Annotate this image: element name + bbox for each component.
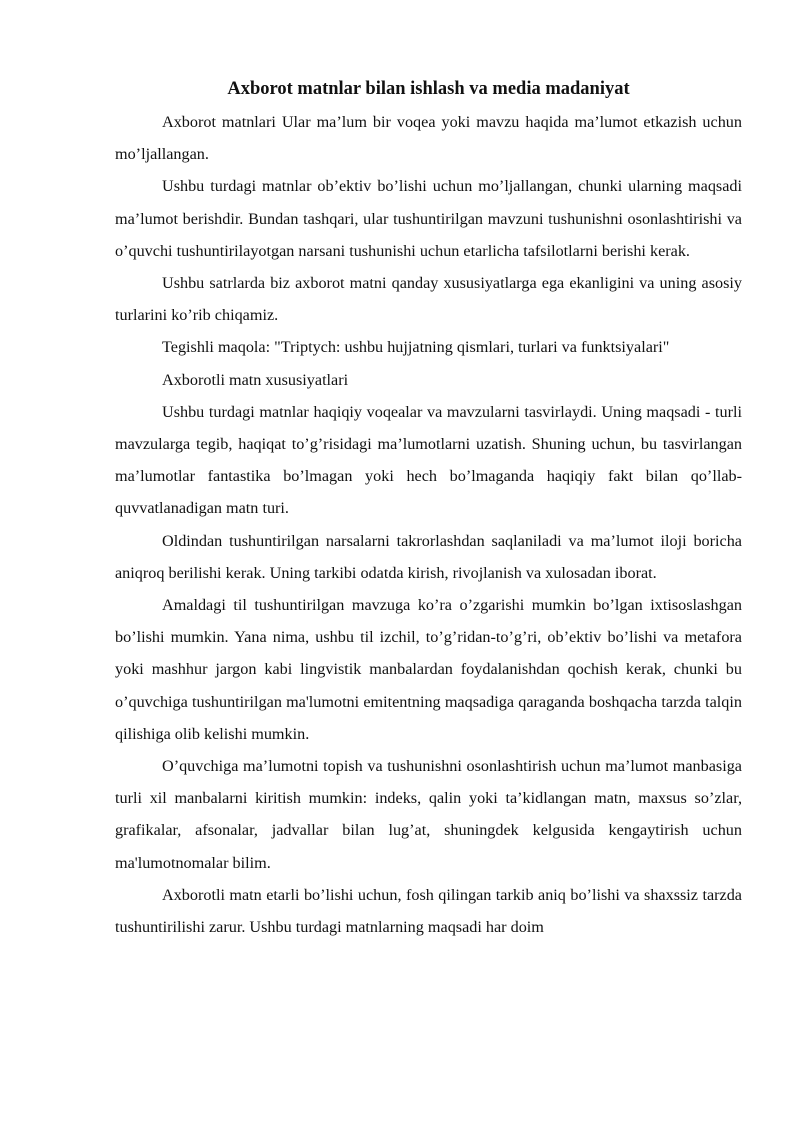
paragraph-objectivity: Ushbu turdagi matnlar ob’ektiv bo’lishi uchun mo’ljallangan, chunki ularning maqsadi ma’lumot berishdir. Bundan tashqari, ular tushuntirilgan mavzuni tushunishni osonlashtirishi va o’quvchi tushuntirilayotgan narsani tushunishi uchun etarlicha tafsilotlarni berishi kerak.: [115, 177, 742, 260]
paragraph-related-article: Tegishli maqola: "Triptych: ushbu hujjatning qismlari, turlari va funktsiyalari": [162, 338, 670, 357]
section-heading-features: Axborotli matn xususiyatlari: [162, 370, 349, 389]
paragraph-clarity: Axborotli matn etarli bo’lishi uchun, fosh qilingan tarkib aniq bo’lishi va shaxssiz tarzda tushuntirilishi zarur. Ushbu turdagi matnlarning maqsadi har doim: [115, 885, 742, 937]
page-title: Axborot matnlar bilan ishlash va media madaniyat: [227, 79, 630, 99]
paragraph-structure: Oldindan tushuntirilgan narsalarni takrorlashdan saqlaniladi va ma’lumot iloji boricha aniqroq berilishi kerak. Uning tarkibi odatda kirish, rivojlanish va xulosadan iborat.: [115, 531, 742, 582]
paragraph-intro: Axborot matnlari Ular ma’lum bir voqea yoki mavzu haqida ma’lumot etkazish uchun mo’ljallangan.: [115, 113, 742, 164]
paragraph-real-events: Ushbu turdagi matnlar haqiqiy voqealar va mavzularni tasvirlaydi. Uning maqsadi - turli mavzularga tegib, haqiqat to’g’risidagi ma’lumotlarni uzatish. Shuning uchun, bu tasvirlangan ma’lumotlar fantastika bo’lmagan yoki hech bo’lmaganda haqiqiy fakt bilan qo’llab-quvvatlanadigan matn turi.: [115, 402, 742, 518]
paragraph-language: Amaldagi til tushuntirilgan mavzuga ko’ra o’zgarishi mumkin bo’lgan ixtisoslashgan bo’lishi mumkin. Yana nima, ushbu til izchil, to’g’ridan-to’g’ri, ob’ektiv bo’lishi va metafora yoki mashhur jargon kabi lingvistik manbalardan foydalanishdan qochish kerak, chunki bu o’quvchiga tushuntirilgan ma'lumotni emitentning maqsadiga qaraganda boshqacha tarzda talqin qilishiga olib kelishi mumkin.: [115, 596, 742, 743]
paragraph-overview: Ushbu satrlarda biz axborot matni qanday xususiyatlarga ega ekanligini va uning asosiy turlarini ko’rib chiqamiz.: [115, 274, 742, 325]
paragraph-sources: O’quvchiga ma’lumotni topish va tushunishni osonlashtirish uchun ma’lumot manbasiga turli xil manbalarni kiritish mumkin: indeks, qalin yoki ta’kidlangan matn, maxsus so’zlar, grafikalar, afsonalar, jadvallar bilan lug’at, shuningdek kelgusida kengaytirish uchun ma'lumotnomalar bilim.: [115, 757, 742, 872]
document-page: [115, 76, 742, 943]
